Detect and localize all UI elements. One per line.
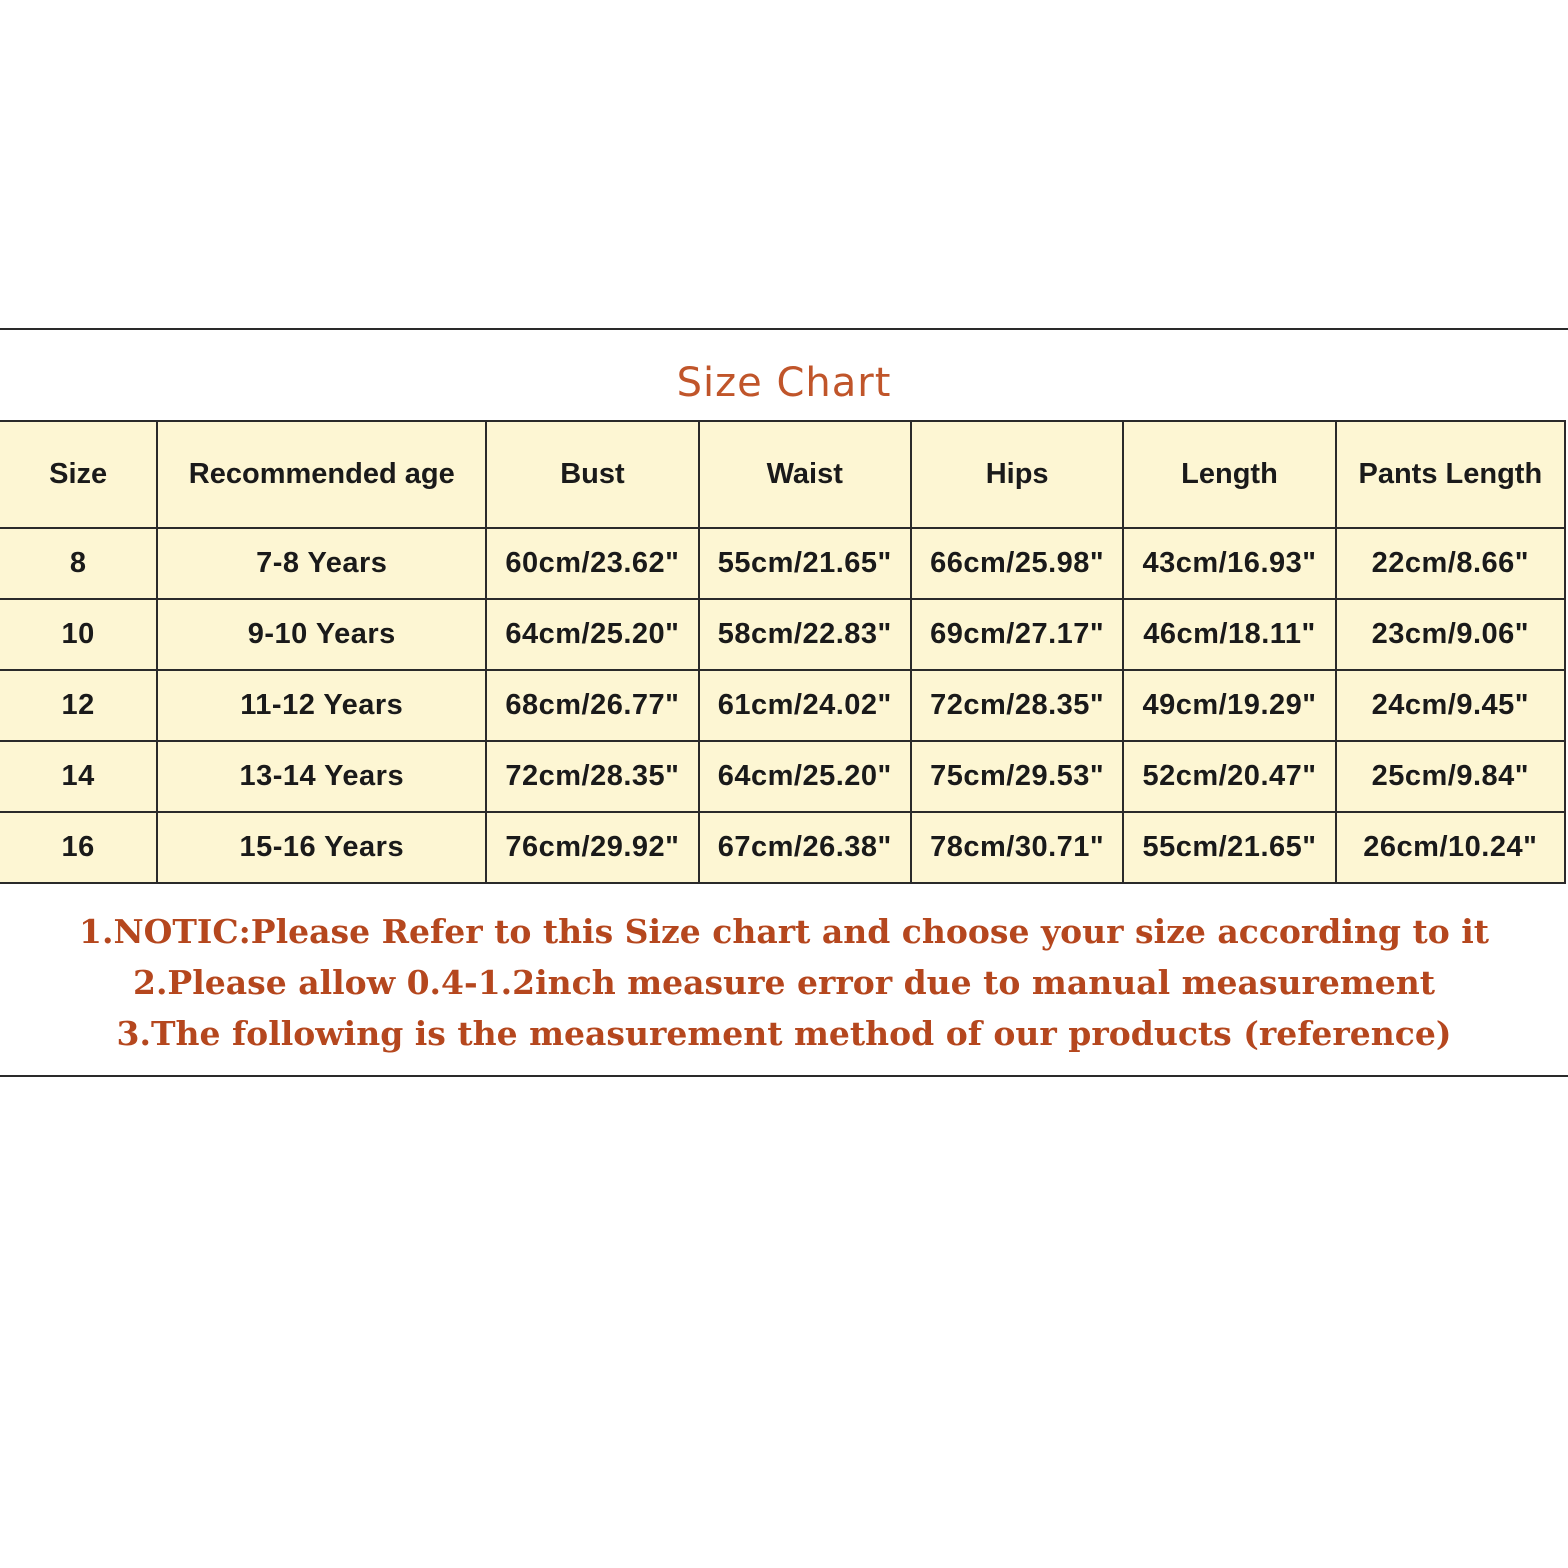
cell-hips: 69cm/27.17" xyxy=(911,599,1123,670)
cell-length: 43cm/16.93" xyxy=(1123,528,1335,599)
cell-hips: 72cm/28.35" xyxy=(911,670,1123,741)
page-title: Size Chart xyxy=(676,360,892,406)
cell-waist: 58cm/22.83" xyxy=(699,599,911,670)
cell-bust: 68cm/26.77" xyxy=(486,670,698,741)
cell-bust: 60cm/23.62" xyxy=(486,528,698,599)
note-line: 3.The following is the measurement method of our products (reference) xyxy=(116,1014,1452,1053)
cell-bust: 72cm/28.35" xyxy=(486,741,698,812)
top-divider xyxy=(0,328,1568,330)
header-waist: Waist xyxy=(699,421,911,528)
cell-pants-length: 26cm/10.24" xyxy=(1336,812,1565,883)
cell-recommended-age: 9-10 Years xyxy=(157,599,486,670)
table-row xyxy=(0,599,1565,670)
cell-waist: 61cm/24.02" xyxy=(699,670,911,741)
note-line: 2.Please allow 0.4-1.2inch measure error due to manual measurement xyxy=(132,963,1435,1002)
cell-length: 55cm/21.65" xyxy=(1123,812,1335,883)
bottom-divider xyxy=(0,1075,1568,1077)
cell-length: 52cm/20.47" xyxy=(1123,741,1335,812)
cell-bust: 64cm/25.20" xyxy=(486,599,698,670)
table-row xyxy=(0,741,1565,812)
cell-recommended-age: 11-12 Years xyxy=(157,670,486,741)
cell-waist: 55cm/21.65" xyxy=(699,528,911,599)
cell-pants-length: 22cm/8.66" xyxy=(1336,528,1565,599)
cell-size: 10 xyxy=(0,599,157,670)
header-bust: Bust xyxy=(486,421,698,528)
header-length: Length xyxy=(1123,421,1335,528)
cell-length: 49cm/19.29" xyxy=(1123,670,1335,741)
cell-waist: 67cm/26.38" xyxy=(699,812,911,883)
cell-pants-length: 24cm/9.45" xyxy=(1336,670,1565,741)
cell-recommended-age: 13-14 Years xyxy=(157,741,486,812)
cell-size: 14 xyxy=(0,741,157,812)
cell-size: 8 xyxy=(0,528,157,599)
cell-waist: 64cm/25.20" xyxy=(699,741,911,812)
table-header-row xyxy=(0,421,1565,528)
cell-bust: 76cm/29.92" xyxy=(486,812,698,883)
header-hips: Hips xyxy=(911,421,1123,528)
size-table xyxy=(0,420,1566,884)
notes-block xyxy=(0,906,1568,1059)
table-row xyxy=(0,528,1565,599)
table-row xyxy=(0,812,1565,883)
cell-size: 16 xyxy=(0,812,157,883)
cell-hips: 66cm/25.98" xyxy=(911,528,1123,599)
cell-recommended-age: 15-16 Years xyxy=(157,812,486,883)
header-recommended-age: Recommended age xyxy=(157,421,486,528)
cell-length: 46cm/18.11" xyxy=(1123,599,1335,670)
header-size: Size xyxy=(0,421,157,528)
cell-size: 12 xyxy=(0,670,157,741)
header-pants-length: Pants Length xyxy=(1336,421,1565,528)
cell-hips: 75cm/29.53" xyxy=(911,741,1123,812)
note-line: 1.NOTIC:Please Refer to this Size chart and choose your size according to it xyxy=(79,912,1489,951)
cell-pants-length: 25cm/9.84" xyxy=(1336,741,1565,812)
cell-pants-length: 23cm/9.06" xyxy=(1336,599,1565,670)
cell-hips: 78cm/30.71" xyxy=(911,812,1123,883)
cell-recommended-age: 7-8 Years xyxy=(157,528,486,599)
table-row xyxy=(0,670,1565,741)
